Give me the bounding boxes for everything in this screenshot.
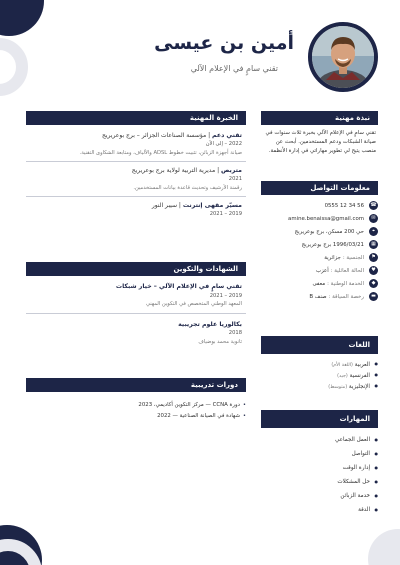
divider — [26, 313, 246, 314]
course-item: • شهادة في الصيانة الصناعية — 2022 — [26, 411, 246, 422]
contact-nationality: ⚑ الجنسية : جزائرية — [261, 251, 378, 264]
profile-photo — [308, 22, 378, 92]
skill-item: ● حل المشكلات — [261, 476, 378, 490]
experience-desc: رقمنة الأرشيف وتحديث قاعدة بيانات المستخدمين. — [133, 184, 242, 191]
profile-text: تقني سامٍ في الإعلام الآلي بخبرة ثلاث سنوات في صيانة الشبكات ودعم المستخدمين. أبحث عن منصب يتيح لي تطوير مهاراتي في إدارة الأنظمة. — [265, 130, 376, 154]
experience-item — [26, 201, 246, 219]
contact-address: ⌖ حي 200 مسكن، برج بوعريريج — [261, 225, 378, 238]
skill-item: ● خدمة الزبائن — [261, 490, 378, 504]
section-title-contact: معلومات التواصل — [261, 181, 378, 195]
course-item: • دورة CCNA — مركز التكوين أكاديمي، 2023 — [26, 400, 246, 411]
heart-icon: ♥ — [369, 266, 378, 275]
section-title-profile: نبذة مهنية — [261, 111, 378, 125]
experience-date: 2021 — [228, 176, 242, 183]
education-title: بكالوريا علوم تجريبية — [178, 320, 242, 328]
education-institution: ثانوية محمد بوضياف — [198, 338, 242, 345]
language-item: ● الفرنسية (جيد) — [261, 371, 378, 382]
education-item — [26, 282, 246, 309]
language-item: ● الإنجليزية (متوسط) — [261, 382, 378, 393]
education-item — [26, 320, 246, 347]
contact-service: ◆ الخدمة الوطنية : معفى — [261, 277, 378, 290]
language-item: ● العربية (اللغة الأم) — [261, 360, 378, 371]
location-icon: ⌖ — [369, 227, 378, 236]
contact-phone: ☎ 0555 12 34 56 — [324, 202, 377, 209]
contact-birth: ▦ 1996/03/21 برج بوعريريج — [261, 238, 378, 251]
experience-role: متربص — [221, 166, 242, 174]
experience-org: | مؤسسة الصناعات الجزائر – برج بوعريريج — [101, 132, 211, 139]
courses-section — [26, 378, 246, 423]
section-title-courses: دورات تدريبية — [26, 378, 246, 392]
experience-item — [26, 166, 246, 192]
phone-icon: ☎ — [370, 202, 377, 208]
job-title: تقني سامٍ في الإعلام الآلي — [190, 64, 278, 73]
section-title-skills: المهارات — [261, 410, 378, 428]
person-name: أمين بن عيسى — [154, 32, 294, 54]
contact-marital: ♥ الحالة العائلية : أعزب — [261, 264, 378, 277]
education-date: 2019 – 2021 — [209, 292, 242, 299]
flag-icon: ⚑ — [369, 253, 378, 262]
experience-org: | سيبر النور — [151, 201, 181, 209]
experience-role: تقني دعم — [212, 132, 242, 139]
skill-item: ● العمل الجماعي — [261, 434, 378, 448]
contact-email[interactable]: ✉ amine.benaissa@gmail.com — [261, 212, 378, 225]
calendar-icon: ▦ — [369, 240, 378, 249]
contact-license: ▬ رخصة السياقة : صنف B — [261, 290, 378, 303]
languages-section — [261, 336, 378, 394]
experience-date: 2022 – إلى الآن — [205, 141, 242, 148]
decor-circle-bottom-right — [368, 529, 400, 565]
education-title: تقني سامٍ في الإعلام الآلي – خيار شبكات — [115, 283, 242, 290]
skill-item: ● إدارة الوقت — [261, 462, 378, 476]
section-title-languages: اللغات — [261, 336, 378, 354]
education-section — [26, 262, 246, 346]
decor-ring-top — [0, 38, 28, 96]
divider — [26, 161, 246, 162]
experience-item — [26, 131, 246, 157]
shield-icon: ◆ — [369, 279, 378, 288]
email-icon: ✉ — [369, 214, 378, 223]
profile-section — [261, 111, 378, 156]
section-title-experience: الخبرة المهنية — [26, 111, 246, 125]
skill-item: ● الدقة — [261, 504, 378, 518]
divider — [26, 196, 246, 197]
experience-org: | مديرية التربية لولاية برج بوعريريج — [131, 166, 220, 174]
car-icon: ▬ — [369, 292, 378, 301]
skill-item: ● التواصل — [261, 448, 378, 462]
experience-date: 2019 – 2021 — [209, 211, 242, 218]
contact-section — [261, 181, 378, 303]
resume-header — [108, 22, 378, 94]
section-title-education: الشهادات والتكوين — [26, 262, 246, 276]
experience-role: مسيّر مقهى إنترنت — [182, 201, 242, 209]
education-date: 2018 — [228, 330, 242, 337]
experience-desc: صيانة أجهزة الزبائن، تثبيت خطوط ADSL والألياف، ومتابعة الشكاوى التقنية. — [79, 149, 242, 156]
decor-circle-top — [0, 0, 44, 36]
skills-section — [261, 410, 378, 518]
experience-section — [26, 111, 246, 222]
education-institution: المعهد الوطني المتخصص في التكوين المهني — [145, 301, 242, 308]
